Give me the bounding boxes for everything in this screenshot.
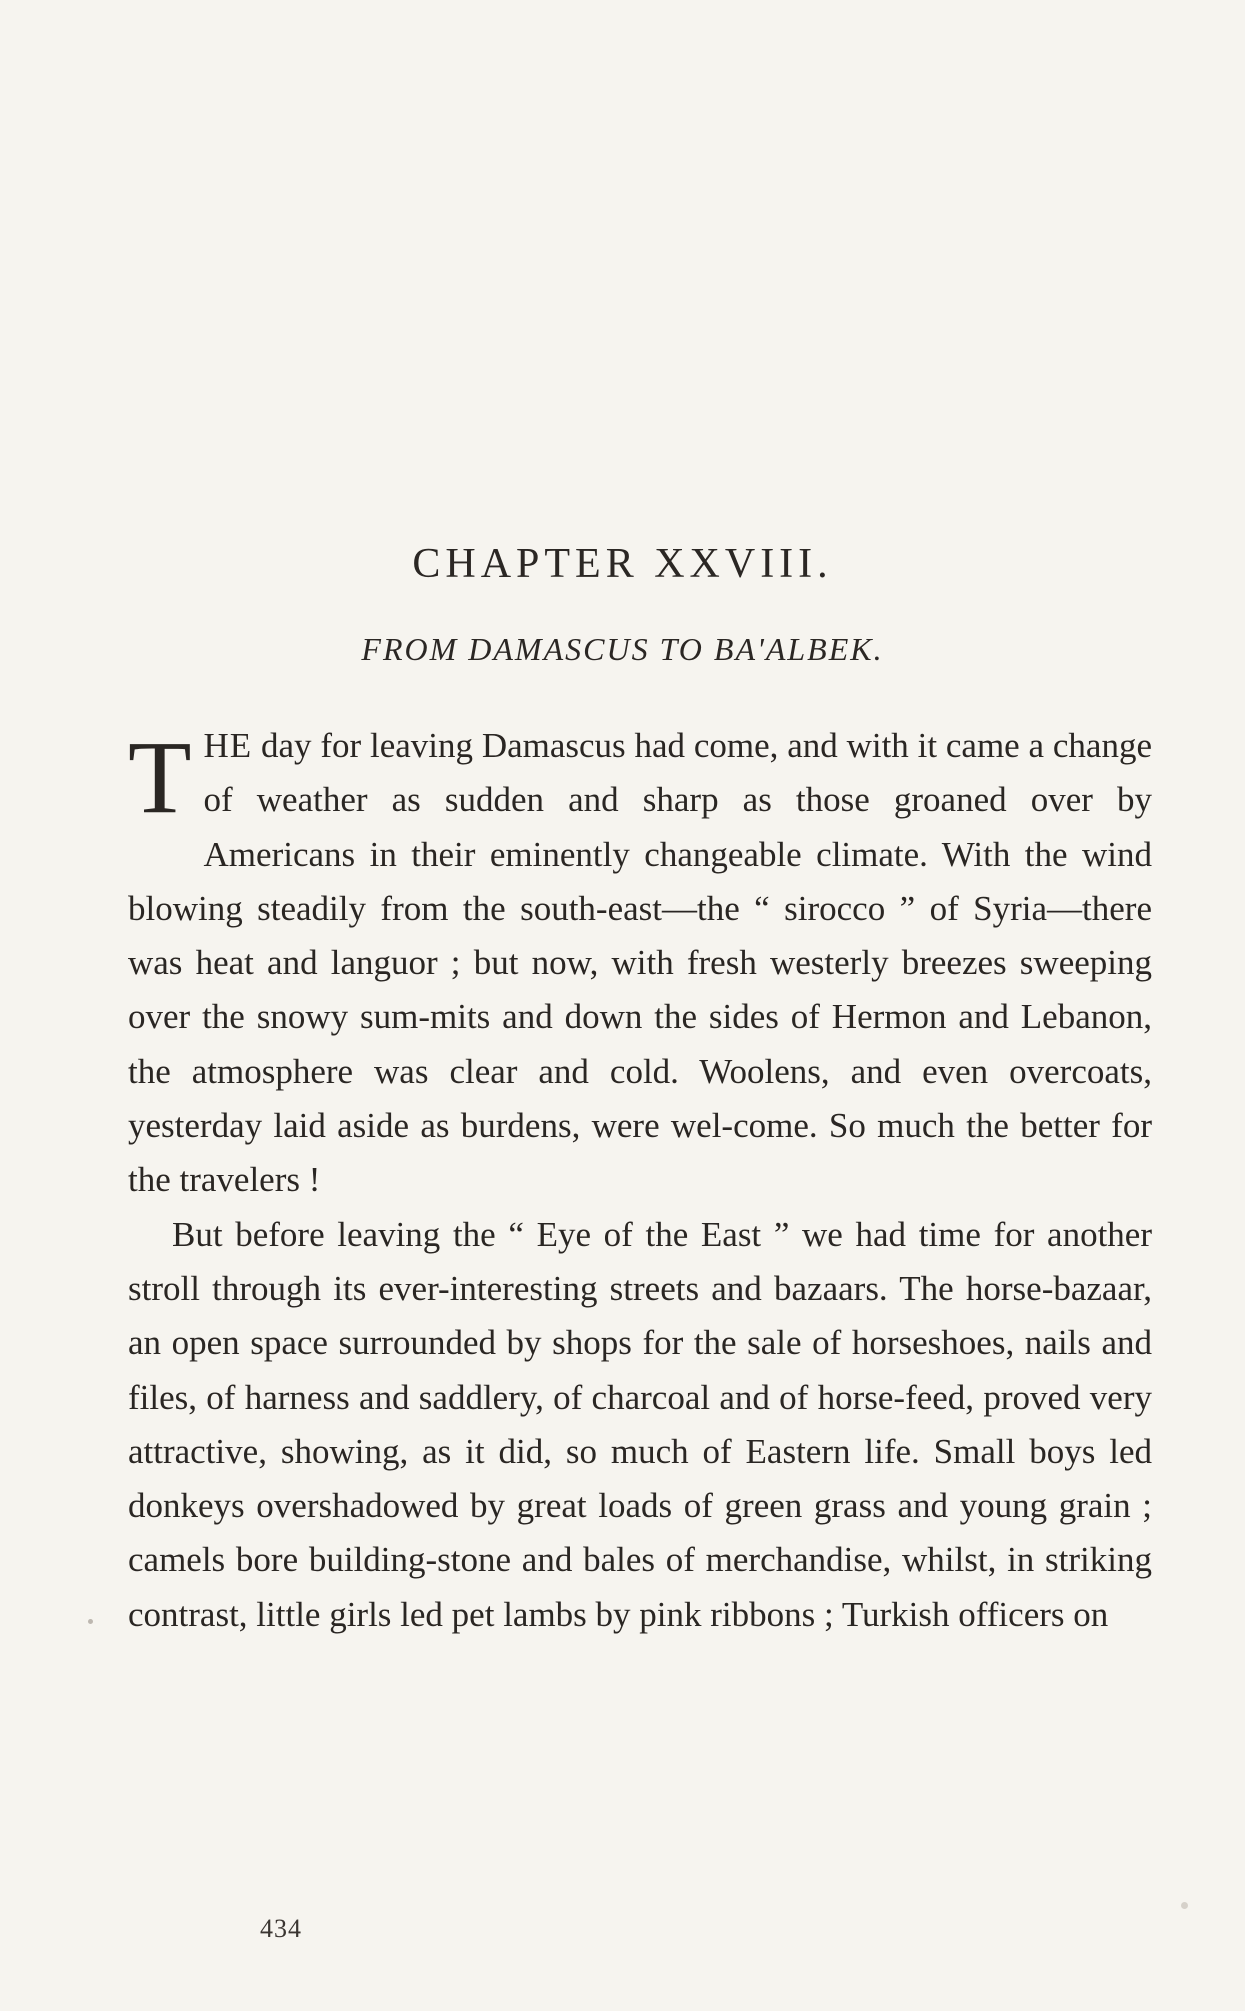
chapter-title: CHAPTER XXVIII. — [412, 541, 833, 587]
chapter-subtitle: FROM DAMASCUS TO BA'ALBEK. — [361, 631, 884, 667]
paragraph-2: But before leaving the “ Eye of the East ” we had time for another stroll through its ever-interesting streets and bazaars. The horse-bazaar, an open space surrounded by shops for the sale of horseshoes, nails and files, of harness and saddlery, of charcoal and of horse-feed, proved very attractive, showing, as it did, so much of Eastern life. Small boys led donkeys overshadowed by great loads of green grass and young grain ; camels bore building-stone and bales of merchandise, whilst, in striking contrast, little girls led pet lambs by pink ribbons ; Turkish officers on — [128, 1214, 1152, 1634]
paper-speck — [88, 1619, 93, 1624]
paragraph-1-text: day for leaving Damascus had come, and with it came a change of weather as sudden and sharp as those groaned over by Americans in their eminently changeable climate. With the wind blowing steadily from the south-east—the “ sirocco ” of Syria—there was heat and languor ; but now, with fresh westerly breezes sweeping over the snowy sum-mits and down the sides of Hermon and Lebanon, the atmosphere was clear and cold. Woolens, and even overcoats, yesterday laid aside as burdens, were wel-come. So much the better for the travelers ! — [128, 726, 1152, 1200]
first-word-rest: HE — [203, 726, 253, 765]
paragraph-1 — [128, 719, 1152, 1208]
drop-cap: T — [128, 720, 192, 835]
page-number: 434 — [260, 1914, 302, 1943]
paper-speck — [1181, 1902, 1188, 1909]
body-text — [128, 719, 1152, 1642]
